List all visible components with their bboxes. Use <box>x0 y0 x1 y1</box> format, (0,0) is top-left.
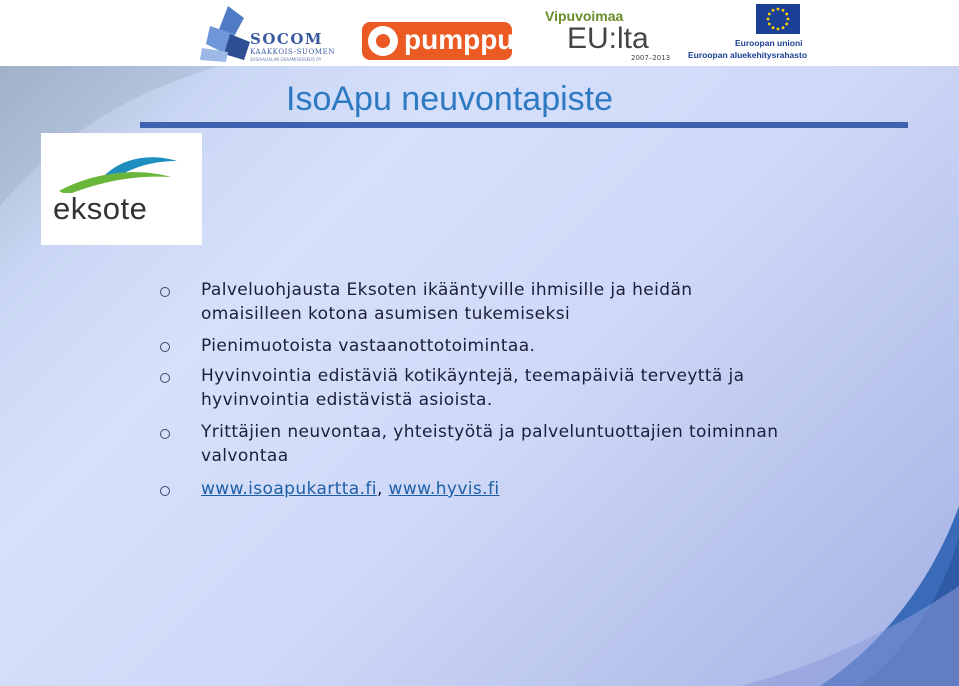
slide-area <box>0 66 959 686</box>
vipuvoimaa-eu: EU:lta <box>567 22 649 55</box>
pumppu-word: pumppu <box>404 24 515 55</box>
pumppu-logo-icon <box>368 26 398 56</box>
link-hyvis[interactable]: www.hyvis.fi <box>388 479 500 499</box>
socom-subtitle: KAAKKOIS-SUOMEN <box>250 48 336 56</box>
bullet-2-line-1: Pienimuotoista vastaanottotoimintaa. <box>201 336 536 356</box>
bullet-3-line-1: Hyvinvointia edistäviä kotikäyntejä, teemapäiviä terveyttä ja <box>201 366 745 386</box>
eksote-wordmark: eksote <box>53 191 148 226</box>
vipuvoimaa-logo <box>545 8 671 64</box>
bullet-1-line-2: omaisilleen kotona asumisen tukemiseksi <box>201 304 571 324</box>
bullet-2-text <box>201 334 535 358</box>
eu-line-2: Euroopan aluekehitysrahasto <box>688 50 808 60</box>
bullet-1-line-1: Palveluohjausta Eksoten ikääntyville ihmisille ja heidän <box>201 280 693 300</box>
eu-line-1: Euroopan unioni <box>735 38 803 48</box>
eksote-logo <box>41 133 202 245</box>
bullet-5-text <box>201 477 500 501</box>
socom-word: SOCOM <box>250 30 324 48</box>
link-isoapukartta[interactable]: www.isoapukartta.fi <box>201 479 377 499</box>
eu-flag-icon <box>756 4 800 34</box>
link-separator: , <box>376 479 389 499</box>
bullet-3-line-2: hyvinvointia edistävistä asioista. <box>201 390 493 410</box>
socom-subtitle-small: SOSIAALIALAN OSAAMISKESKUS OY <box>250 57 322 62</box>
page-title: IsoApu neuvontapiste <box>286 80 614 118</box>
bullet-circle-icon <box>160 287 170 297</box>
bullet-1-marker <box>160 287 174 301</box>
bullet-4-line-2: valvontaa <box>201 446 289 466</box>
pumppu-logo <box>362 22 515 60</box>
bullet-4-line-1: Yrittäjien neuvontaa, yhteistyötä ja palveluntuottajien toiminnan <box>201 422 779 442</box>
bullet-4-marker <box>160 429 174 443</box>
bullet-4-text <box>201 420 778 468</box>
vipuvoimaa-years: 2007–2013 <box>631 54 671 62</box>
vipuvoimaa-title: Vipuvoimaa <box>545 8 624 24</box>
bullet-circle-icon <box>160 373 170 383</box>
bullet-circle-icon <box>160 429 170 439</box>
title-underline <box>140 122 908 128</box>
bullet-3-marker <box>160 373 174 387</box>
eu-logo <box>688 4 808 62</box>
logo-header <box>0 0 959 66</box>
bullet-2-marker <box>160 342 174 356</box>
bullet-circle-icon <box>160 486 170 496</box>
bullet-circle-icon <box>160 342 170 352</box>
eksote-logo-icon <box>41 133 202 193</box>
bullet-5-marker <box>160 486 174 500</box>
bullet-1-text <box>201 278 692 326</box>
bullet-3-text <box>201 364 744 412</box>
socom-logo <box>200 4 336 64</box>
